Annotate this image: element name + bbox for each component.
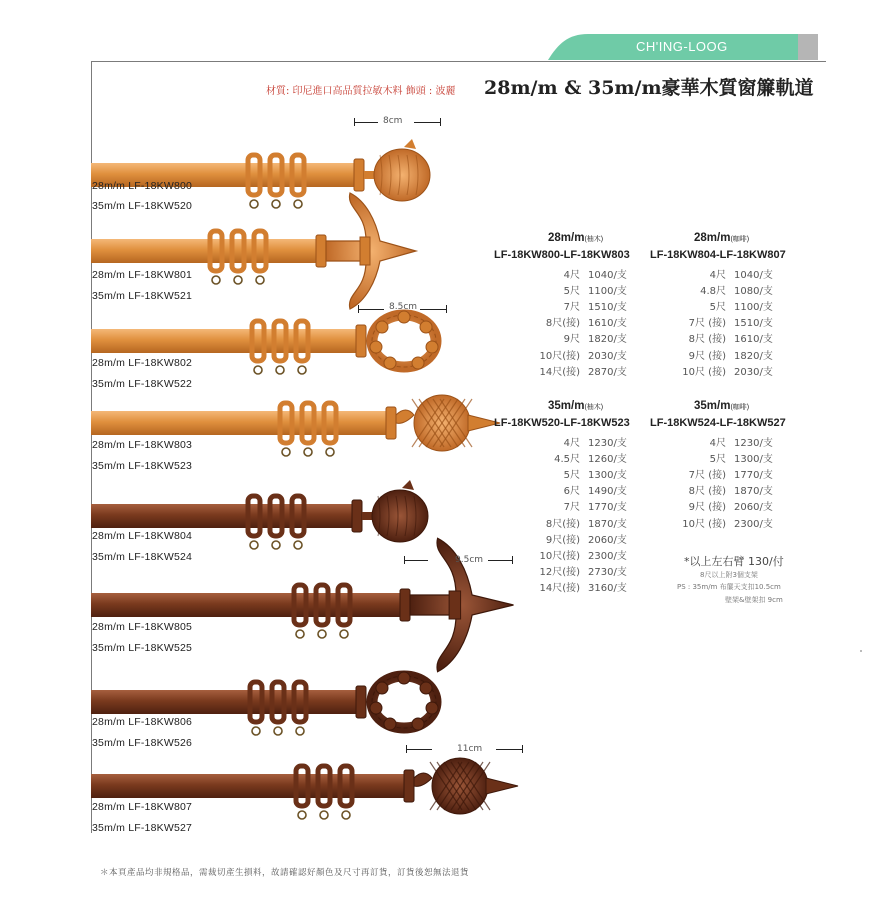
dimension-line xyxy=(414,122,440,123)
price-value: 2060/支 xyxy=(588,534,627,546)
curtain-rod xyxy=(91,593,402,617)
rose-ornament xyxy=(376,682,388,694)
rod-label-28: 28m/m LF-18KW805 xyxy=(92,621,193,633)
finial-collar xyxy=(404,770,414,802)
price-row xyxy=(520,515,660,531)
price-row xyxy=(520,330,660,346)
price-row xyxy=(520,547,660,563)
finial-leaf xyxy=(404,139,416,149)
length-value: 7尺 (接) xyxy=(688,318,726,330)
support-note: 8尺以上附3個支架 xyxy=(700,571,758,579)
length-value: 12尺(接) xyxy=(539,566,580,578)
length-value: 4尺 xyxy=(563,270,580,281)
curtain-rod xyxy=(91,504,354,528)
rose-ornament xyxy=(398,311,410,323)
table-size-heading: 28m/m(咖啡) xyxy=(694,232,750,244)
ring-eyelet xyxy=(250,200,258,208)
price-value: 1260/支 xyxy=(588,454,627,466)
rose-ornament xyxy=(426,341,438,353)
rose-ornament xyxy=(384,357,396,369)
dimension-label: 11cm xyxy=(457,744,483,754)
price-value: 2730/支 xyxy=(588,566,627,578)
length-value: 5尺 xyxy=(563,286,580,298)
length-value: 10尺(接) xyxy=(539,350,580,362)
price-row xyxy=(520,347,660,363)
curtain-rod xyxy=(91,690,358,714)
price-row xyxy=(520,482,660,498)
price-value: 2300/支 xyxy=(734,518,773,530)
rod-label-35: 35m/m LF-18KW522 xyxy=(92,378,193,390)
ring-eyelet xyxy=(298,811,306,819)
curtain-rod xyxy=(91,239,318,263)
price-value: 2870/支 xyxy=(588,366,627,378)
price-row xyxy=(520,466,660,482)
length-value: 10尺 (接) xyxy=(682,366,726,378)
dimension-label: 8.5cm xyxy=(389,302,418,312)
rod-label-35: 35m/m LF-18KW520 xyxy=(92,200,193,212)
rose-ornament xyxy=(384,718,396,730)
ring-eyelet xyxy=(282,448,290,456)
price-row xyxy=(520,434,660,450)
ring-eyelet xyxy=(296,727,304,735)
ring-eyelet xyxy=(272,541,280,549)
price-value: 1230/支 xyxy=(734,438,773,449)
length-value: 4尺 xyxy=(709,270,726,281)
length-value: 9尺 xyxy=(563,334,580,346)
ring-eyelet xyxy=(294,200,302,208)
price-row xyxy=(520,563,660,579)
length-value: 9尺 (接) xyxy=(688,350,726,362)
price-value: 1510/支 xyxy=(588,302,627,314)
decorative-dot xyxy=(860,650,862,652)
dimension-line xyxy=(358,309,384,310)
brand-name: CH'ING-LOOG xyxy=(636,39,728,54)
rod-label-35: 35m/m LF-18KW524 xyxy=(92,551,193,563)
curtain-rod xyxy=(91,774,406,798)
rose-ornament xyxy=(412,718,424,730)
rod-label-28: 28m/m LF-18KW804 xyxy=(92,530,193,542)
rose-ornament xyxy=(398,672,410,684)
dimension-line xyxy=(488,560,512,561)
bracket-note: *以上左右臂 130/付 xyxy=(684,555,784,568)
price-value: 1490/支 xyxy=(588,486,627,498)
length-value: 14尺(接) xyxy=(539,366,580,378)
table-size-heading: 35m/m(咖啡) xyxy=(694,400,750,412)
rod-label-35: 35m/m LF-18KW526 xyxy=(92,737,193,749)
finial-leaf xyxy=(402,480,414,490)
finial-tip xyxy=(486,778,518,794)
price-value: 1870/支 xyxy=(588,518,627,530)
length-value: 8尺 (接) xyxy=(688,486,726,498)
dimension-tick xyxy=(446,305,447,313)
price-row xyxy=(520,450,660,466)
wall-bracket-note: 壁架&壁架扣 9cm xyxy=(725,596,783,604)
rose-ornament xyxy=(370,702,382,714)
price-row xyxy=(666,266,806,282)
rose-ornament xyxy=(370,341,382,353)
price-row xyxy=(666,515,806,531)
length-value: 10尺 (接) xyxy=(682,518,726,530)
price-row xyxy=(666,282,806,298)
price-row xyxy=(520,266,660,282)
rose-ornament xyxy=(412,357,424,369)
ring-eyelet xyxy=(256,276,264,284)
rod-label-35: 35m/m LF-18KW527 xyxy=(92,822,193,834)
price-row xyxy=(520,298,660,314)
price-row xyxy=(666,330,806,346)
length-value: 8尺(接) xyxy=(545,518,580,530)
ring-eyelet xyxy=(320,811,328,819)
price-value: 1510/支 xyxy=(734,318,773,330)
length-value: 14尺(接) xyxy=(539,582,580,594)
price-row xyxy=(520,579,660,595)
length-value: 7尺 (接) xyxy=(688,470,726,482)
ring-eyelet xyxy=(272,200,280,208)
price-value: 3160/支 xyxy=(588,582,627,594)
price-value: 1770/支 xyxy=(588,502,627,514)
price-value: 2030/支 xyxy=(734,366,773,378)
length-value: 5尺 xyxy=(709,302,726,314)
ring-eyelet xyxy=(234,276,242,284)
finial-band xyxy=(360,237,370,265)
price-value: 1610/支 xyxy=(734,334,773,346)
material-note: 材質: 印尼進口高品質拉敏木料 飾頭 : 波麗 xyxy=(266,86,456,97)
length-value: 4尺 xyxy=(563,438,580,449)
price-value: 2300/支 xyxy=(588,550,627,562)
ring-eyelet xyxy=(326,448,334,456)
length-value: 5尺 xyxy=(709,454,726,466)
ring-eyelet xyxy=(274,727,282,735)
table-model-range: LF-18KW520-LF-18KW523 xyxy=(494,417,630,429)
finial-collar xyxy=(316,235,326,267)
finial-collar xyxy=(356,325,366,357)
price-row xyxy=(666,434,806,450)
dimension-tick xyxy=(512,556,513,564)
price-row xyxy=(520,314,660,330)
finial-collar xyxy=(386,407,396,439)
ring-eyelet xyxy=(304,448,312,456)
price-row xyxy=(666,450,806,466)
curtain-rod xyxy=(91,411,388,435)
fleur-de-lis-finial xyxy=(326,193,416,309)
length-value: 9尺 (接) xyxy=(688,502,726,514)
page-title: 28m/m & 35m/m豪華木質窗簾軌道 xyxy=(484,77,814,99)
price-value: 1820/支 xyxy=(588,334,627,346)
ring-eyelet xyxy=(276,366,284,374)
price-row xyxy=(666,298,806,314)
price-row xyxy=(520,498,660,514)
table-model-range: LF-18KW524-LF-18KW527 xyxy=(650,417,786,429)
finial-band xyxy=(449,591,461,619)
rod-label-28: 28m/m LF-18KW807 xyxy=(92,801,193,813)
length-value: 8尺 (接) xyxy=(688,334,726,346)
price-row xyxy=(520,282,660,298)
rose-ornament xyxy=(420,682,432,694)
price-row xyxy=(666,347,806,363)
ring-eyelet xyxy=(342,811,350,819)
rod-label-35: 35m/m LF-18KW523 xyxy=(92,460,193,472)
table-model-range: LF-18KW800-LF-18KW803 xyxy=(494,249,630,261)
length-value: 9尺(接) xyxy=(545,534,580,546)
footer-note: ＊本頁產品均非規格品，需裁切產生損料，故請確認好顏色及尺寸再訂貨，訂貨後恕無法退貨 xyxy=(100,868,470,878)
rod-label-28: 28m/m LF-18KW800 xyxy=(92,180,193,192)
table-size-heading: 35m/m(柚木) xyxy=(548,400,604,412)
ring-eyelet xyxy=(318,630,326,638)
finial-neck xyxy=(396,410,414,423)
rod-label-28: 28m/m LF-18KW801 xyxy=(92,269,193,281)
rose-ornament xyxy=(376,321,388,333)
price-row xyxy=(520,363,660,379)
rod-label-28: 28m/m LF-18KW802 xyxy=(92,357,193,369)
dimension-line xyxy=(420,309,446,310)
dimension-tick xyxy=(440,118,441,126)
price-value: 1300/支 xyxy=(734,454,773,466)
finial-collar xyxy=(352,500,362,532)
dimension-line xyxy=(404,560,428,561)
rod-label-28: 28m/m LF-18KW806 xyxy=(92,716,193,728)
ring-eyelet xyxy=(252,727,260,735)
price-value: 1040/支 xyxy=(588,270,627,281)
price-value: 1080/支 xyxy=(734,286,773,298)
rod-label-35: 35m/m LF-18KW521 xyxy=(92,290,193,302)
length-value: 7尺 xyxy=(563,302,580,314)
ring-eyelet xyxy=(296,630,304,638)
length-value: 4.5尺 xyxy=(554,454,580,466)
length-value: 6尺 xyxy=(563,486,580,498)
ring-eyelet xyxy=(250,541,258,549)
finial-collar xyxy=(356,686,366,718)
price-row xyxy=(520,531,660,547)
rose-ornament xyxy=(420,321,432,333)
price-value: 1040/支 xyxy=(734,270,773,281)
finial-collar xyxy=(354,159,364,191)
length-value: 10尺(接) xyxy=(539,550,580,562)
rod-label-28: 28m/m LF-18KW803 xyxy=(92,439,193,451)
length-value: 4.8尺 xyxy=(700,286,726,298)
price-value: 1300/支 xyxy=(588,470,627,482)
price-value: 1820/支 xyxy=(734,350,773,362)
price-value: 1100/支 xyxy=(734,302,773,314)
price-value: 1770/支 xyxy=(734,470,773,482)
price-row xyxy=(666,314,806,330)
dimension-tick xyxy=(522,745,523,753)
price-value: 1100/支 xyxy=(588,286,627,298)
price-value: 2030/支 xyxy=(588,350,627,362)
ring-eyelet xyxy=(212,276,220,284)
price-value: 1610/支 xyxy=(588,318,627,330)
finial-neck xyxy=(414,773,432,786)
price-row xyxy=(666,498,806,514)
ring-eyelet xyxy=(294,541,302,549)
dimension-label: 9.5cm xyxy=(455,555,484,565)
length-value: 4尺 xyxy=(709,438,726,449)
price-value: 2060/支 xyxy=(734,502,773,514)
finial-collar xyxy=(400,589,410,621)
table-size-heading: 28m/m(柚木) xyxy=(548,232,604,244)
price-row xyxy=(666,466,806,482)
length-value: 7尺 xyxy=(563,502,580,514)
rod-label-35: 35m/m LF-18KW525 xyxy=(92,642,193,654)
length-value: 8尺(接) xyxy=(545,318,580,330)
price-value: 1230/支 xyxy=(588,438,627,449)
dimension-line xyxy=(406,749,432,750)
dimension-line xyxy=(496,749,522,750)
price-value: 1870/支 xyxy=(734,486,773,498)
rose-ornament xyxy=(426,702,438,714)
curtain-rod xyxy=(91,329,358,353)
price-row xyxy=(666,482,806,498)
dimension-label: 8cm xyxy=(383,116,403,126)
ring-eyelet xyxy=(254,366,262,374)
length-value: 5尺 xyxy=(563,470,580,482)
ring-eyelet xyxy=(298,366,306,374)
dimension-line xyxy=(354,122,378,123)
table-model-range: LF-18KW804-LF-18KW807 xyxy=(650,249,786,261)
ps-note: PS : 35m/m 布簾天支扣10.5cm xyxy=(677,583,781,591)
ring-eyelet xyxy=(340,630,348,638)
price-row xyxy=(666,363,806,379)
